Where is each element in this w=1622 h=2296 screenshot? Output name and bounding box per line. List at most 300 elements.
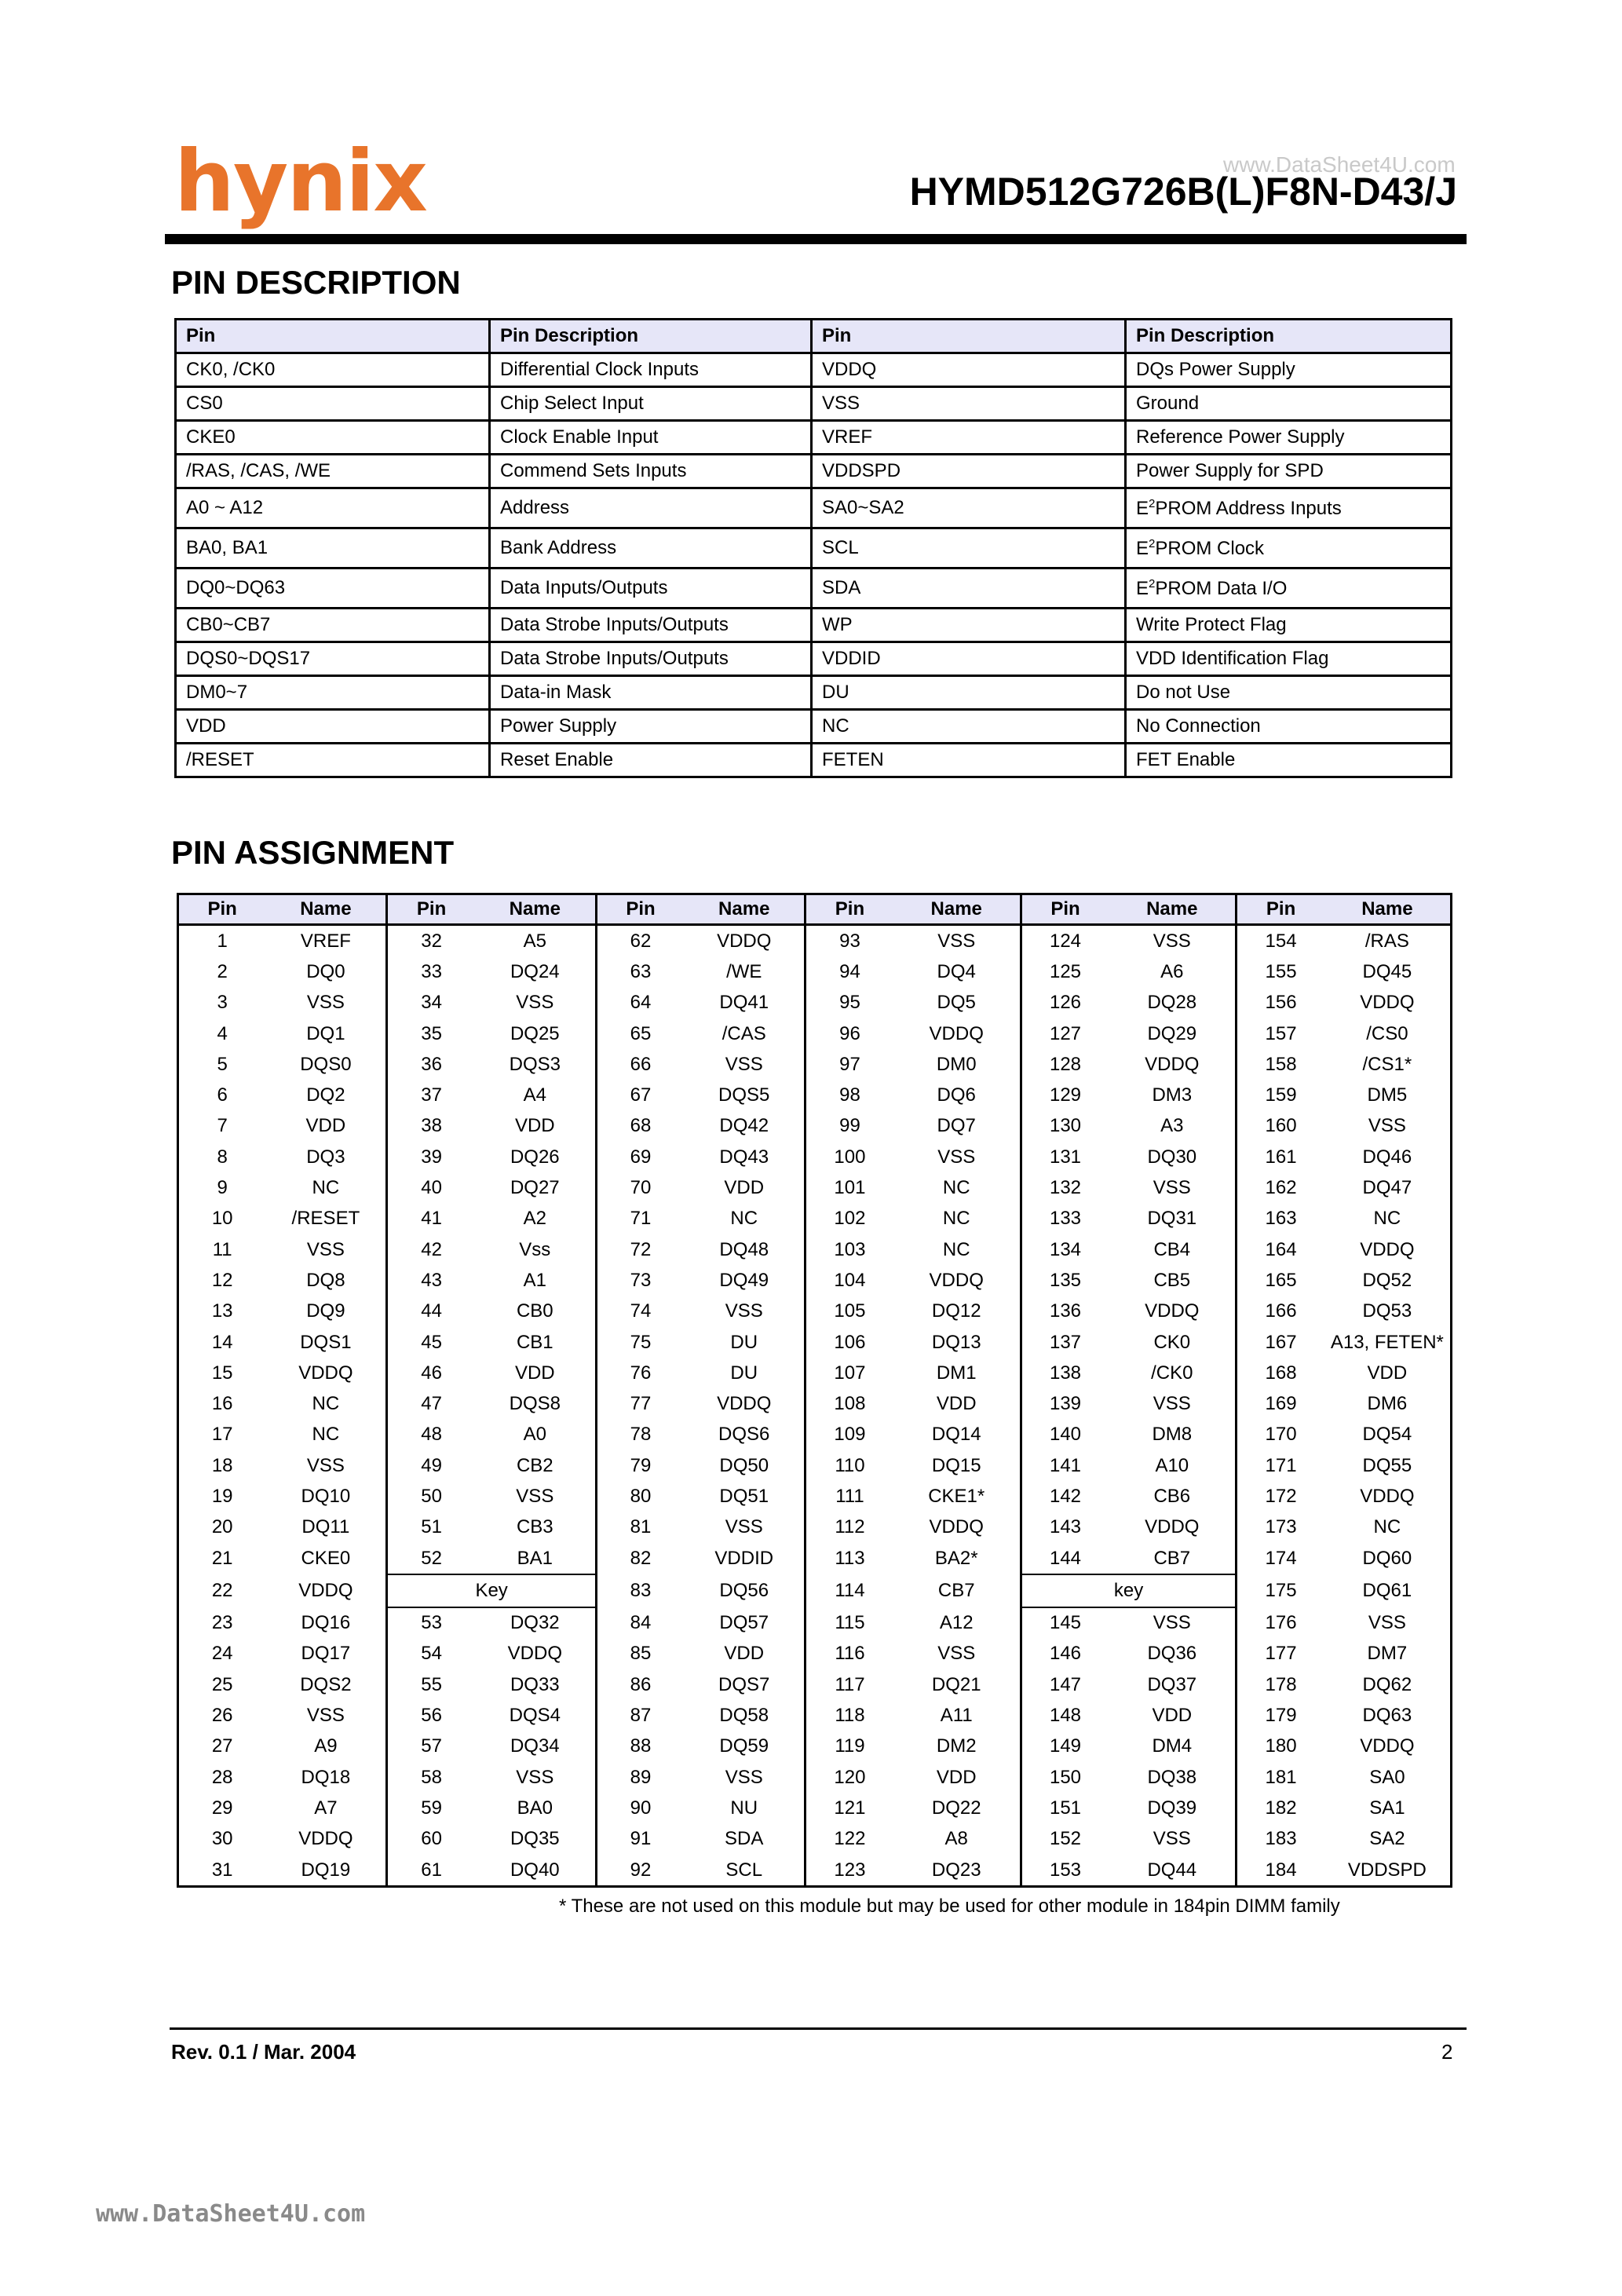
pin-number-cell: 157 xyxy=(1265,1022,1297,1044)
pin-name-cell: VSS xyxy=(265,1234,387,1265)
pin-number-cell: 54 xyxy=(421,1643,442,1665)
pin-name-cell: VSS xyxy=(1109,1172,1237,1203)
table-header-row xyxy=(176,320,1452,353)
pin-name-cell: DQS2 xyxy=(265,1669,387,1700)
pin-name-cell: DQ23 xyxy=(893,1855,1021,1887)
pin-number-cell: 123 xyxy=(834,1859,866,1881)
pin-number-cell: 66 xyxy=(630,1053,652,1075)
pin-name-cell: DQ4 xyxy=(893,956,1021,987)
pin-number-cell: 165 xyxy=(1265,1269,1297,1291)
pin-number-cell: 16 xyxy=(211,1393,233,1415)
pin-number-cell: 104 xyxy=(834,1269,866,1291)
pin-number-cell: 128 xyxy=(1049,1053,1082,1075)
table-row xyxy=(176,353,1452,387)
pin-name-cell: DQ11 xyxy=(265,1512,387,1543)
pin-name-cell: CB7 xyxy=(1109,1543,1237,1574)
pin-name-cell: DM4 xyxy=(1109,1731,1237,1762)
table-cell: Bank Address xyxy=(490,528,812,569)
pin-description-title: PIN DESCRIPTION xyxy=(171,264,461,301)
pin-name-cell: A4 xyxy=(475,1080,597,1110)
pin-number-cell: 49 xyxy=(421,1454,442,1476)
watermark-top: www.DataSheet4U.com xyxy=(1223,152,1456,177)
table-row xyxy=(178,956,1452,987)
table-cell: Data Strobe Inputs/Outputs xyxy=(490,609,812,642)
pin-name-cell: CB4 xyxy=(1109,1234,1237,1265)
pin-number-cell: 125 xyxy=(1049,960,1082,982)
pin-number-cell: 166 xyxy=(1265,1300,1297,1322)
superscript: 2 xyxy=(1149,536,1156,550)
pin-number-cell: 44 xyxy=(421,1300,442,1322)
pin-name-cell: NC xyxy=(265,1172,387,1203)
pin-name-cell: A12 xyxy=(893,1607,1021,1639)
table-cell: Do not Use xyxy=(1126,676,1452,710)
pin-number-cell: 168 xyxy=(1265,1362,1297,1384)
table-row xyxy=(178,1762,1452,1793)
pin-name-cell: DQ58 xyxy=(684,1700,806,1731)
pin-number-cell: 178 xyxy=(1265,1673,1297,1695)
pin-name-cell: CB1 xyxy=(475,1327,597,1358)
pin-number-cell: 146 xyxy=(1049,1643,1082,1665)
table-cell: Data Strobe Inputs/Outputs xyxy=(490,642,812,676)
pin-number-cell: 175 xyxy=(1265,1579,1297,1601)
pin-number-cell: 174 xyxy=(1265,1548,1297,1570)
table-cell: VSS xyxy=(812,387,1126,421)
pin-number-cell: 71 xyxy=(630,1208,652,1230)
table-row xyxy=(176,455,1452,488)
pin-assignment-title: PIN ASSIGNMENT xyxy=(171,834,455,871)
pin-name-cell: NC xyxy=(1324,1512,1452,1543)
pin-name-cell: BA2* xyxy=(893,1543,1021,1574)
pin-name-cell: CB3 xyxy=(475,1512,597,1543)
pin-name-cell: VSS xyxy=(265,1700,387,1731)
pin-name-cell: DQ63 xyxy=(1324,1700,1452,1731)
pin-name-cell: DQ19 xyxy=(265,1855,387,1887)
column-header: Name xyxy=(893,894,1021,925)
pin-name-cell: VSS xyxy=(684,1049,806,1080)
table-row xyxy=(178,1639,1452,1669)
table-cell: No Connection xyxy=(1126,710,1452,744)
pin-name-cell: DQS6 xyxy=(684,1420,806,1450)
pin-number-cell: 22 xyxy=(211,1579,233,1601)
table-cell: Address xyxy=(490,488,812,528)
table-cell: /RESET xyxy=(176,744,490,777)
pin-name-cell: VDDID xyxy=(684,1543,806,1574)
pin-name-cell: VDDQ xyxy=(1324,1234,1452,1265)
pin-number-cell: 114 xyxy=(835,1579,865,1601)
pin-number-cell: 109 xyxy=(834,1424,866,1446)
pin-name-cell: A10 xyxy=(1109,1450,1237,1481)
pin-name-cell: DQ40 xyxy=(475,1855,597,1887)
pin-number-cell: 12 xyxy=(211,1269,233,1291)
table-row xyxy=(176,642,1452,676)
pin-number-cell: 110 xyxy=(835,1454,865,1476)
pin-name-cell: DQ43 xyxy=(684,1142,806,1172)
pin-number-cell: 152 xyxy=(1049,1828,1082,1850)
pin-name-cell: VDDQ xyxy=(684,925,806,957)
pin-number-cell: 171 xyxy=(1265,1454,1297,1476)
pin-number-cell: 83 xyxy=(630,1579,652,1601)
pin-number-cell: 72 xyxy=(630,1238,652,1260)
pin-name-cell: DQ15 xyxy=(893,1450,1021,1481)
pin-assignment-body xyxy=(178,925,1452,1887)
pin-name-cell: DQS3 xyxy=(475,1049,597,1080)
pin-number-cell: 5 xyxy=(217,1053,228,1075)
pin-name-cell: DQ28 xyxy=(1109,988,1237,1018)
table-cell: VDD Identification Flag xyxy=(1126,642,1452,676)
part-number: HYMD512G726B(L)F8N-D43/J xyxy=(909,170,1457,214)
pin-number-cell: 129 xyxy=(1049,1084,1082,1106)
pin-name-cell: BA0 xyxy=(475,1793,597,1823)
pin-name-cell: /RAS xyxy=(1324,925,1452,957)
pin-number-cell: 89 xyxy=(630,1766,652,1788)
pin-name-cell: VSS xyxy=(1324,1111,1452,1142)
pin-number-cell: 53 xyxy=(421,1612,442,1634)
table-cell xyxy=(1126,488,1452,528)
pin-name-cell: DQ27 xyxy=(475,1172,597,1203)
pin-name-cell: DQ61 xyxy=(1324,1574,1452,1607)
pin-name-cell: VDDQ xyxy=(1109,1512,1237,1543)
pin-number-cell: 101 xyxy=(834,1177,866,1199)
table-row xyxy=(178,1793,1452,1823)
pin-number-cell: 19 xyxy=(211,1485,233,1507)
pin-name-cell: NC xyxy=(1324,1204,1452,1234)
table-row xyxy=(176,609,1452,642)
column-header: Pin xyxy=(387,894,475,925)
pin-number-cell: 1 xyxy=(217,930,228,952)
pin-number-cell: 176 xyxy=(1265,1611,1297,1633)
table-cell: A0 ~ A12 xyxy=(176,488,490,528)
pin-number-cell: 81 xyxy=(630,1516,652,1538)
pin-name-cell: VSS xyxy=(1109,1824,1237,1855)
pin-name-cell: DU xyxy=(684,1327,806,1358)
footer-rule xyxy=(170,2027,1467,2030)
pin-name-cell: VSS xyxy=(1109,1388,1237,1419)
pin-number-cell: 78 xyxy=(630,1424,652,1446)
pin-name-cell: DQ53 xyxy=(1324,1296,1452,1327)
pin-name-cell: DQ16 xyxy=(265,1607,387,1639)
pin-name-cell: VSS xyxy=(475,988,597,1018)
pin-number-cell: 107 xyxy=(834,1362,866,1384)
pin-name-cell: A1 xyxy=(475,1265,597,1296)
table-row xyxy=(178,1142,1452,1172)
pin-number-cell: 8 xyxy=(217,1146,228,1168)
pin-name-cell: A13, FETEN* xyxy=(1324,1327,1452,1358)
pin-name-cell: DQ57 xyxy=(684,1607,806,1639)
superscript: 2 xyxy=(1149,576,1156,590)
column-header: Pin xyxy=(1021,894,1109,925)
table-row xyxy=(178,1358,1452,1388)
superscript: 2 xyxy=(1149,496,1156,510)
pin-number-cell: 42 xyxy=(421,1238,442,1260)
pin-name-cell: DQ56 xyxy=(684,1574,806,1607)
pin-name-cell: DQ30 xyxy=(1109,1142,1237,1172)
table-cell: Chip Select Input xyxy=(490,387,812,421)
table-row xyxy=(178,1669,1452,1700)
pin-number-cell: 184 xyxy=(1265,1859,1297,1881)
pin-number-cell: 106 xyxy=(834,1331,866,1353)
pin-name-cell: DM6 xyxy=(1324,1388,1452,1419)
table-cell: CKE0 xyxy=(176,421,490,455)
pin-number-cell: 88 xyxy=(630,1735,652,1757)
pin-name-cell: VDDQ xyxy=(893,1512,1021,1543)
table-cell: DQS0~DQS17 xyxy=(176,642,490,676)
pin-number-cell: 86 xyxy=(630,1673,652,1695)
pin-number-cell: 116 xyxy=(835,1643,865,1665)
table-row xyxy=(176,569,1452,609)
table-row xyxy=(178,1824,1452,1855)
table-cell: Data Inputs/Outputs xyxy=(490,569,812,609)
pin-number-cell: 30 xyxy=(211,1828,233,1850)
pin-number-cell: 65 xyxy=(630,1022,652,1044)
pin-name-cell: DQ1 xyxy=(265,1018,387,1049)
table-cell: DQ0~DQ63 xyxy=(176,569,490,609)
table-cell: SCL xyxy=(812,528,1126,569)
pin-name-cell: DQ39 xyxy=(1109,1793,1237,1823)
pin-number-cell: 177 xyxy=(1265,1643,1297,1665)
pin-number-cell: 112 xyxy=(835,1516,865,1538)
table-cell: Ground xyxy=(1126,387,1452,421)
table-row xyxy=(178,1481,1452,1512)
table-cell: FET Enable xyxy=(1126,744,1452,777)
pin-number-cell: 102 xyxy=(834,1208,866,1230)
pin-name-cell: VDDQ xyxy=(1324,1731,1452,1762)
pin-name-cell: A2 xyxy=(475,1204,597,1234)
pin-name-cell: DQS4 xyxy=(475,1700,597,1731)
pin-name-cell: DQ42 xyxy=(684,1111,806,1142)
pin-name-cell: A11 xyxy=(893,1700,1021,1731)
column-header: Pin Description xyxy=(490,320,812,353)
table-row xyxy=(176,421,1452,455)
pin-number-cell: 143 xyxy=(1049,1516,1082,1538)
pin-description-table xyxy=(174,318,1452,778)
pin-number-cell: 135 xyxy=(1049,1269,1082,1291)
pin-name-cell: VDDQ xyxy=(893,1265,1021,1296)
pin-name-cell: /RESET xyxy=(265,1204,387,1234)
pin-number-cell: 97 xyxy=(839,1053,860,1075)
pin-name-cell: VDDQ xyxy=(1324,1481,1452,1512)
pin-name-cell: VSS xyxy=(265,988,387,1018)
pin-name-cell: CKE1* xyxy=(893,1481,1021,1512)
pin-name-cell: VSS xyxy=(893,1142,1021,1172)
pin-number-cell: 180 xyxy=(1265,1735,1297,1757)
pin-number-cell: 82 xyxy=(630,1548,652,1570)
pin-number-cell: 105 xyxy=(834,1300,866,1322)
pin-name-cell: DM2 xyxy=(893,1731,1021,1762)
pin-number-cell: 51 xyxy=(421,1516,442,1538)
pin-name-cell: DQ32 xyxy=(475,1607,597,1639)
pin-name-cell: DQ52 xyxy=(1324,1265,1452,1296)
pin-name-cell: DQ45 xyxy=(1324,956,1452,987)
pin-name-cell: DM7 xyxy=(1324,1639,1452,1669)
pin-number-cell: 134 xyxy=(1049,1238,1082,1260)
pin-number-cell: 141 xyxy=(1049,1454,1082,1476)
pin-number-cell: 111 xyxy=(835,1485,864,1507)
table-cell: DQs Power Supply xyxy=(1126,353,1452,387)
pin-number-cell: 38 xyxy=(421,1115,442,1137)
pin-name-cell: CB7 xyxy=(893,1574,1021,1607)
pin-number-cell: 11 xyxy=(212,1238,232,1260)
table-cell: VDDSPD xyxy=(812,455,1126,488)
table-row xyxy=(178,1450,1452,1481)
pin-name-cell: VSS xyxy=(893,1639,1021,1669)
table-row xyxy=(176,710,1452,744)
pin-number-cell: 115 xyxy=(835,1611,865,1633)
pin-name-cell: DQ25 xyxy=(475,1018,597,1049)
column-header: Pin Description xyxy=(1126,320,1452,353)
pin-number-cell: 32 xyxy=(421,930,442,952)
table-cell: CB0~CB7 xyxy=(176,609,490,642)
watermark-bottom: www.DataSheet4U.com xyxy=(96,2200,366,2228)
pin-name-cell: CB0 xyxy=(475,1296,597,1327)
pin-number-cell: 91 xyxy=(630,1828,652,1850)
table-row xyxy=(178,1265,1452,1296)
pin-name-cell: NC xyxy=(265,1388,387,1419)
pin-name-cell: VSS xyxy=(475,1762,597,1793)
pin-name-cell: DQ34 xyxy=(475,1731,597,1762)
pin-name-cell: VDDQ xyxy=(1324,988,1452,1018)
table-row xyxy=(178,1204,1452,1234)
table-cell: BA0, BA1 xyxy=(176,528,490,569)
table-cell: VDDID xyxy=(812,642,1126,676)
pin-number-cell: 173 xyxy=(1265,1516,1297,1538)
footnote: * These are not used on this module but may be used for other module in 184pin DIMM family xyxy=(559,1896,1340,1917)
pin-number-cell: 61 xyxy=(421,1859,442,1881)
pin-number-cell: 46 xyxy=(421,1362,442,1384)
pin-number-cell: 90 xyxy=(630,1797,652,1819)
pin-number-cell: 182 xyxy=(1265,1797,1297,1819)
pin-name-cell: A0 xyxy=(475,1420,597,1450)
pin-name-cell: VDDQ xyxy=(475,1639,597,1669)
pin-number-cell: 63 xyxy=(630,960,652,982)
pin-name-cell: DM1 xyxy=(893,1358,1021,1388)
pin-name-cell: VDDQ xyxy=(684,1388,806,1419)
pin-number-cell: 33 xyxy=(421,960,442,982)
pin-name-cell: DQ26 xyxy=(475,1142,597,1172)
pin-number-cell: 126 xyxy=(1049,992,1082,1014)
pin-number-cell: 74 xyxy=(630,1300,652,1322)
pin-name-cell: DQ5 xyxy=(893,988,1021,1018)
table-header-row xyxy=(178,894,1452,925)
pin-name-cell: DQS8 xyxy=(475,1388,597,1419)
pin-description-body xyxy=(176,353,1452,777)
pin-number-cell: 139 xyxy=(1049,1393,1082,1415)
pin-number-cell: 156 xyxy=(1265,992,1297,1014)
pin-number-cell: 136 xyxy=(1049,1300,1082,1322)
pin-name-cell: DM8 xyxy=(1109,1420,1237,1450)
pin-number-cell: 9 xyxy=(217,1177,228,1199)
table-row xyxy=(178,988,1452,1018)
table-cell: SA0~SA2 xyxy=(812,488,1126,528)
pin-name-cell: CB5 xyxy=(1109,1265,1237,1296)
pin-name-cell: VDD xyxy=(893,1762,1021,1793)
pin-number-cell: 60 xyxy=(421,1828,442,1850)
pin-number-cell: 137 xyxy=(1049,1331,1082,1353)
table-row xyxy=(178,1855,1452,1887)
pin-name-cell: VSS xyxy=(684,1762,806,1793)
pin-name-cell: DQ54 xyxy=(1324,1420,1452,1450)
pin-number-cell: 20 xyxy=(211,1516,233,1538)
pin-number-cell: 87 xyxy=(630,1705,652,1727)
column-header: Name xyxy=(475,894,597,925)
pin-number-cell: 59 xyxy=(421,1797,442,1819)
pin-number-cell: 132 xyxy=(1049,1177,1082,1199)
pin-number-cell: 27 xyxy=(211,1735,233,1757)
column-header: Pin xyxy=(176,320,490,353)
pin-number-cell: 43 xyxy=(421,1269,442,1291)
pin-number-cell: 80 xyxy=(630,1485,652,1507)
pin-number-cell: 36 xyxy=(421,1053,442,1075)
pin-name-cell: BA1 xyxy=(475,1543,597,1574)
pin-name-cell: A8 xyxy=(893,1824,1021,1855)
pin-name-cell: DQ59 xyxy=(684,1731,806,1762)
pin-number-cell: 144 xyxy=(1049,1547,1082,1569)
pin-number-cell: 95 xyxy=(839,992,860,1014)
pin-number-cell: 138 xyxy=(1049,1362,1082,1384)
pin-number-cell: 93 xyxy=(839,930,860,952)
pin-number-cell: 167 xyxy=(1265,1331,1297,1353)
pin-name-cell: SCL xyxy=(684,1855,806,1887)
pin-name-cell: CK0 xyxy=(1109,1327,1237,1358)
pin-name-cell: DQ50 xyxy=(684,1450,806,1481)
pin-name-cell: DQ46 xyxy=(1324,1142,1452,1172)
pin-name-cell: VDDQ xyxy=(1109,1049,1237,1080)
table-cell: VDD xyxy=(176,710,490,744)
pin-name-cell: DQ14 xyxy=(893,1420,1021,1450)
pin-name-cell: DQ12 xyxy=(893,1296,1021,1327)
pin-name-cell: A7 xyxy=(265,1793,387,1823)
pin-name-cell: DU xyxy=(684,1358,806,1388)
table-row xyxy=(178,1420,1452,1450)
pin-number-cell: 155 xyxy=(1265,960,1297,982)
pin-name-cell: NC xyxy=(893,1234,1021,1265)
table-cell: /RAS, /CAS, /WE xyxy=(176,455,490,488)
pin-number-cell: 163 xyxy=(1265,1208,1297,1230)
pin-number-cell: 4 xyxy=(217,1022,228,1044)
pin-number-cell: 113 xyxy=(835,1548,865,1570)
pin-name-cell: SA2 xyxy=(1324,1824,1452,1855)
pin-name-cell: VDD xyxy=(475,1111,597,1142)
pin-number-cell: 130 xyxy=(1049,1115,1082,1137)
pin-number-cell: 34 xyxy=(421,992,442,1014)
pin-number-cell: 58 xyxy=(421,1766,442,1788)
pin-name-cell: DQ44 xyxy=(1109,1855,1237,1887)
pin-number-cell: 70 xyxy=(630,1177,652,1199)
pin-name-cell: DQ17 xyxy=(265,1639,387,1669)
key-cell: Key xyxy=(387,1574,596,1607)
pin-name-cell: A3 xyxy=(1109,1111,1237,1142)
pin-number-cell: 26 xyxy=(211,1705,233,1727)
table-cell: VREF xyxy=(812,421,1126,455)
pin-name-cell: DQ6 xyxy=(893,1080,1021,1110)
pin-number-cell: 52 xyxy=(421,1547,442,1569)
pin-number-cell: 17 xyxy=(211,1424,233,1446)
pin-number-cell: 48 xyxy=(421,1424,442,1446)
pin-number-cell: 69 xyxy=(630,1146,652,1168)
pin-number-cell: 159 xyxy=(1265,1084,1297,1106)
table-row xyxy=(178,1296,1452,1327)
pin-number-cell: 120 xyxy=(834,1766,866,1788)
pin-name-cell: CB6 xyxy=(1109,1481,1237,1512)
pin-name-cell: NC xyxy=(893,1172,1021,1203)
pin-number-cell: 147 xyxy=(1049,1673,1082,1695)
pin-name-cell: VSS xyxy=(1324,1607,1452,1639)
pin-number-cell: 41 xyxy=(421,1208,442,1230)
pin-name-cell: DQ51 xyxy=(684,1481,806,1512)
pin-number-cell: 37 xyxy=(421,1084,442,1106)
pin-number-cell: 183 xyxy=(1265,1828,1297,1850)
pin-name-cell: A6 xyxy=(1109,956,1237,987)
table-row xyxy=(178,1388,1452,1419)
